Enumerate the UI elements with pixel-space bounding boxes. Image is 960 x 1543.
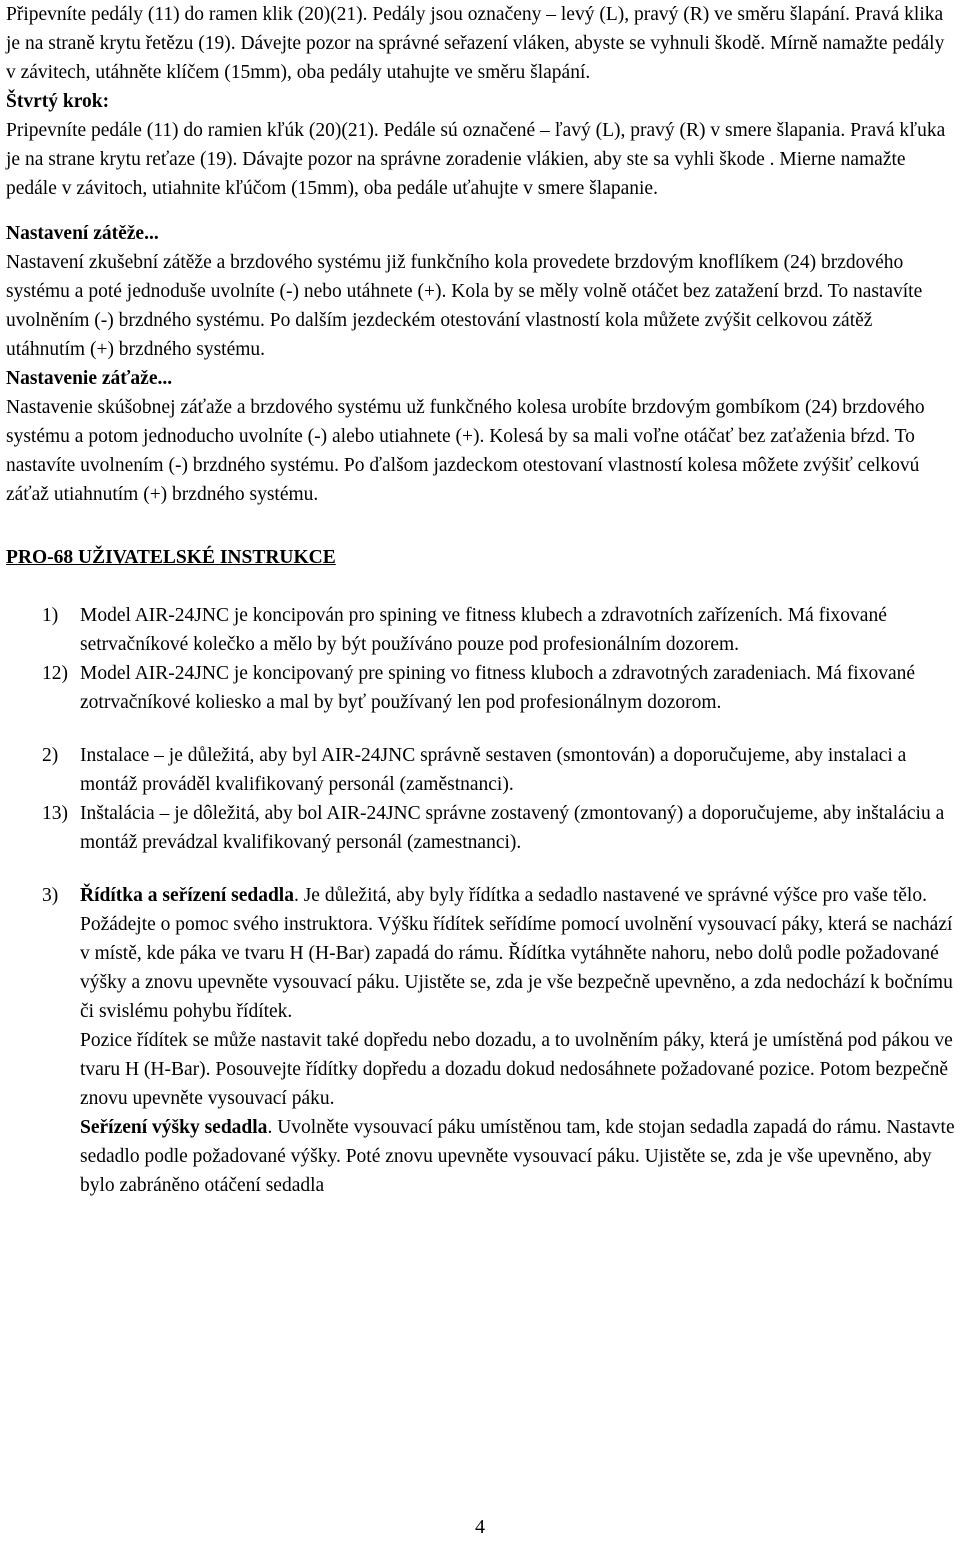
list-item-text: Model AIR-24JNC je koncipovaný pre spining vo fitness kluboch a zdravotných zaradeniach. Má fixované zotrvačníkové koliesko a mal by byť používaný len pod profesionálnym dozorom. [80,663,916,713]
list-item [6,881,956,1026]
cz-pedal-step-text: Připevníte pedály (11) do ramen klik (20)(21). Pedály jsou označeny – levý (L), pravý (R) ve směru šlapání. Pravá klika je na straně krytu řetězu (19). Dávejte pozor na správné seřazení vláken, abyste se vyhnuli škodě. Mírně namažte pedály v závitech, utáhněte klíčem (15mm), oba pedály utahujte ve směru šlapání. [6,4,945,83]
list-item-text: . Je důležitá, aby byly řídítka a sedadlo nastavené ve správné výšce pro vaše tělo. Požádejte o pomoc svého instruktora. Výšku řídítek seřídíme pomocí uvolnění vysouvací páky, která se nachází v místě, kde páka ve tvaru H (H-Bar) zapadá do rámu. Řídítka vytáhněte nahoru, nebo dolů podle požadované výšky a znovu upevněte vysouvací páku. Ujistěte se, zda je vše bezpečně upevněno, a zda nedochází k bočnímu či svislému pohybu řídítek. [80,885,953,1022]
list-item [6,659,956,717]
list-item-number: 3) [42,885,59,906]
section-title: PRO-68 UŽIVATELSKÉ INSTRUKCE [6,547,336,568]
list-item-text: Model AIR-24JNC je koncipován pro spining ve fitness klubech a zdravotních zařízeních. Má fixované setrvačníkové kolečko a mělo by být používáno pouze pod profesionálním dozorem. [80,605,887,655]
page-number: 4 [475,1516,485,1538]
list-item [6,601,956,659]
seat-height-text: . Uvolněte vysouvací páku umístěnou tam, kde stojan sedadla zapadá do rámu. Nastavte sedadlo podle požadované výšky. Poté znovu upevněte vysouvací páku. Ujistěte se, zda je vše upevněno, aby bylo zabráněno otáčení sedadla [80,1117,955,1196]
list-item-text: Instalace – je důležitá, aby byl AIR-24JNC správně sestaven (smontován) a doporučujeme, aby instalaci a montáž prováděl kvalifikovaný personál (zaměstnanci). [80,745,907,795]
sk-load-heading: Nastavenie záťaže... [6,368,173,389]
document-page [6,0,956,1200]
list-item-paragraph: Pozice řídítek se může nastavit také dopředu nebo dozadu, a to uvolněním páky, která je umístěná pod pákou ve tvaru H (H-Bar). Posouvejte řídítky dopředu a dozadu dokud nedosáhnete požadované pozice. Potom bezpečně znovu upevněte vysouvací páku. [80,1030,953,1109]
list-item-number: 1) [42,605,59,626]
list-item-number: 12) [42,663,68,684]
sk-step-heading: Štvrtý krok: [6,91,110,112]
list-item [6,799,956,857]
seat-height-heading: Seřízení výšky sedadla [80,1117,268,1138]
sk-pedal-step-text: Pripevníte pedále (11) do ramien kľúk (20)(21). Pedále sú označené – ľavý (L), pravý (R) v smere šlapania. Pravá kľuka je na strane krytu reťaze (19). Dávajte pozor na správne zoradenie vlákien, aby ste sa vyhli škode . Mierne namažte pedále v závitoch, utiahnite kľúčom (15mm), oba pedále uťahujte v smere šlapanie. [6,120,946,199]
list-item-paragraph [6,1113,956,1200]
list-item [6,741,956,799]
cz-load-text: Nastavení zkušební zátěže a brzdového systému již funkčního kola provedete brzdovým knoflíkem (24) brzdového systému a poté jednoduše uvolníte (-) nebo utáhnete (+). Kola by se měly volně otáčet bez zatažení brzd. To nastavíte uvolněním (-) brzdného systému. Po dalším jezdeckém otestování vlastností kola můžete zvýšit celkovou zátěž utáhnutím (+) brzdného systému. [6,252,923,360]
instruction-list [6,601,956,1200]
list-item-number: 2) [42,745,59,766]
list-item-text: Inštalácia – je dôležitá, aby bol AIR-24JNC správne zostavený (zmontovaný) a doporučujeme, aby inštaláciu a montáž prevádzal kvalifikovaný personál (zamestnanci). [80,803,945,853]
list-item-bold-lead: Řídítka a seřízení sedadla [80,885,294,906]
list-item-number: 13) [42,803,68,824]
cz-load-heading: Nastavení zátěže... [6,223,159,244]
sk-load-text: Nastavenie skúšobnej záťaže a brzdového systému už funkčného kolesa urobíte brzdovým gombíkom (24) brzdového systému a potom jednoducho uvolníte (-) alebo utiahnete (+). Kolesá by sa mali voľne otáčať bez zaťaženia bŕzd. To nastavíte uvolnením (-) brzdného systému. Po ďalšom jazdeckom otestovaní vlastností kolesa môžete zvýšiť celkovú záťaž utiahnutím (+) brzdného systému. [6,397,925,505]
